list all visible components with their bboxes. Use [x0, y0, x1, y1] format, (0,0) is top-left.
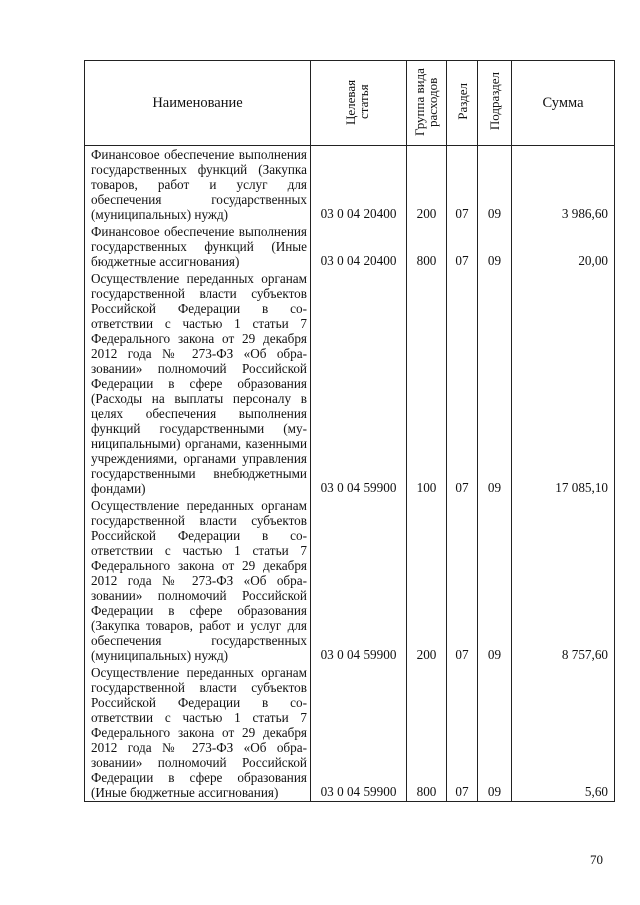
row-name: Финансовое обеспечение выполнения государственных функций (Иные бюджетные ассигнования)	[85, 223, 311, 270]
header-group-cell	[407, 61, 447, 146]
budget-table-container	[84, 60, 614, 802]
row-section: 07	[447, 664, 478, 802]
page-number: 70	[590, 852, 603, 867]
row-sum: 17 085,10	[512, 270, 615, 497]
row-group: 200	[407, 497, 447, 664]
budget-table	[84, 60, 615, 802]
row-name: Осуществление переданных органам государственной власти субъектов Российской Федерации в соответствии с частью 1 статьи 7 Федерального закона от 29 декабря 2012 года № 273-ФЗ «Об образовании» полномочий Российской Федерации в сфере образования (Расходы на выплаты персоналу в целях обеспечения выполнения функций государственными (муниципальными) органами, казенными учреждениями, органами управления государственными внебюджетными фондами)	[85, 270, 311, 497]
row-sum: 8 757,60	[512, 497, 615, 664]
table-row	[85, 270, 615, 497]
header-section: Раздел	[454, 83, 470, 120]
row-code: 03 0 04 20400	[311, 223, 407, 270]
row-code: 03 0 04 59900	[311, 664, 407, 802]
header-sum: Сумма	[512, 61, 615, 146]
row-subsection: 09	[478, 146, 512, 224]
header-group: Группа вида расходов	[411, 67, 440, 136]
row-code: 03 0 04 20400	[311, 146, 407, 224]
header-name: Наименование	[85, 61, 311, 146]
row-section: 07	[447, 146, 478, 224]
row-section: 07	[447, 497, 478, 664]
row-group: 800	[407, 664, 447, 802]
row-code: 03 0 04 59900	[311, 270, 407, 497]
table-row	[85, 664, 615, 802]
header-section-cell	[447, 61, 478, 146]
row-subsection: 09	[478, 664, 512, 802]
table-row	[85, 223, 615, 270]
row-subsection: 09	[478, 223, 512, 270]
row-subsection: 09	[478, 270, 512, 497]
row-sum: 20,00	[512, 223, 615, 270]
table-row	[85, 146, 615, 224]
row-group: 100	[407, 270, 447, 497]
header-code-cell	[311, 61, 407, 146]
row-section: 07	[447, 270, 478, 497]
row-group: 800	[407, 223, 447, 270]
row-section: 07	[447, 223, 478, 270]
row-name: Осуществление переданных органам государственной власти субъектов Российской Федерации в соответствии с частью 1 статьи 7 Федерального закона от 29 декабря 2012 года № 273-ФЗ «Об образовании» полномочий Российской Федерации в сфере образования (Иные бюджетные ассигнования)	[85, 664, 311, 802]
row-name: Финансовое обеспечение выполнения государственных функций (Закупка товаров, работ и услуг для обеспечения государственных (муниципальных) нужд)	[85, 146, 311, 224]
header-subsection-cell	[478, 61, 512, 146]
table-header-row	[85, 61, 615, 146]
header-code: Целевая статья	[342, 78, 371, 125]
row-code: 03 0 04 59900	[311, 497, 407, 664]
row-sum: 5,60	[512, 664, 615, 802]
row-name: Осуществление переданных органам государственной власти субъектов Российской Федерации в соответствии с частью 1 статьи 7 Федерального закона от 29 декабря 2012 года № 273-ФЗ «Об образовании» полномочий Российской Федерации в сфере образования (Закупка товаров, работ и услуг для обеспечения государственных (муниципальных) нужд)	[85, 497, 311, 664]
row-sum: 3 986,60	[512, 146, 615, 224]
header-subsection: Подраздел	[487, 72, 502, 131]
row-subsection: 09	[478, 497, 512, 664]
table-row	[85, 497, 615, 664]
row-group: 200	[407, 146, 447, 224]
